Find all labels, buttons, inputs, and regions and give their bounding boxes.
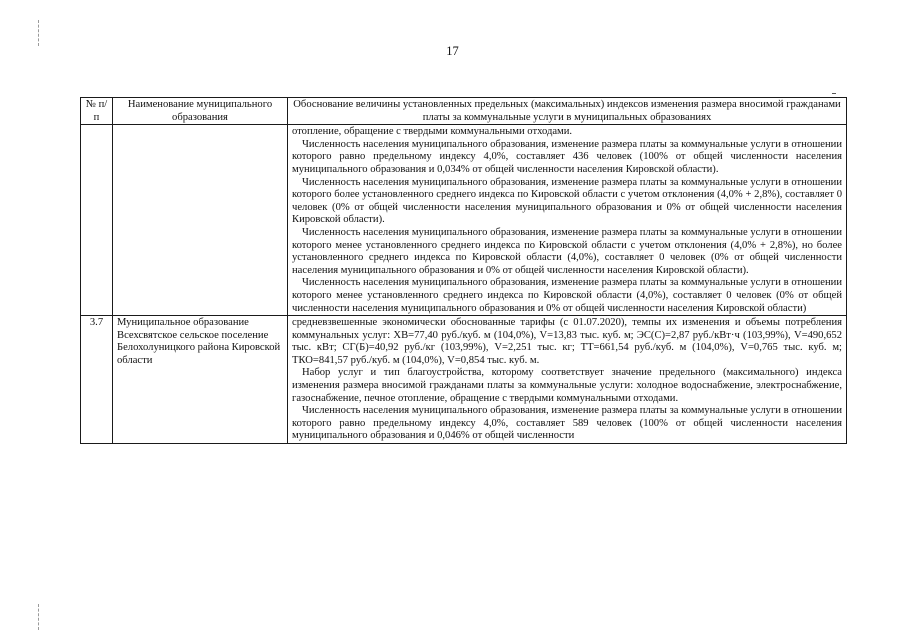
scan-corner-dash — [832, 93, 836, 94]
paragraph: Численность населения муниципального образования, изменение размера платы за коммунальные услуги в отношении которого более установленного среднего индекса по Кировской области с учетом отклонения (4,0% + 2,8%), составляет 0 человек (0% от общей численности населения муниципального образования и 0% от общей численности населения Кировской области). — [292, 176, 842, 226]
paragraph: отопление, обращение с твердыми коммунальными отходами. — [292, 126, 573, 138]
header-num: № п/п — [81, 98, 113, 125]
scan-edge-mark-top — [38, 20, 40, 46]
paragraph: Численность населения муниципального образования, изменение размера платы за коммунальные услуги в отношении которого равно предельному индексу 4,0%, составляет 589 человек (100% от общей численности населения муниципального образования и 0,046% от общей численности — [292, 405, 842, 442]
page-number: 17 — [446, 44, 459, 58]
table-row-3-7 — [81, 316, 847, 444]
continued-name-cell — [113, 125, 288, 316]
tariff-index-table — [80, 97, 847, 444]
paragraph: Численность населения муниципального образования, изменение размера платы за коммунальные услуги в отношении которого равно предельному индексу 4,0%, составляет 436 человек (100% от общей численности населения муниципального образования и 0,034% от общей численности населения Кировской области). — [292, 138, 842, 175]
paragraph: средневзвешенные экономически обоснованные тарифы (с 01.07.2020), темпы их изменения и объемы потребления коммунальных услуг: ХВ=77,40 руб./куб. м (104,0%), V=13,83 тыс. куб. м; ЭС(С)=2,87 руб./кВт·ч (103,99%), V=490,652 тыс. кВт; СГ(Б)=40,92 руб./кг (103,99%), V=2,251 тыс. кг; ТТ=661,54 руб./куб. м (104,0%), V=0,765 тыс. куб. м; ТКО=841,57 руб./куб. м (104,0%), V=0,854 тыс. куб. м. — [292, 317, 842, 366]
table-header-row — [81, 98, 847, 125]
row-number: 3.7 — [81, 316, 113, 444]
paragraph: Численность населения муниципального образования, изменение размера платы за коммунальные услуги в отношении которого менее установленного среднего индекса по Кировской области (4,0%), составляет 0 человек (0% от общей численности населения муниципального образования и 0% от общей численности населения Кировской области) — [292, 277, 842, 314]
scan-edge-mark-bottom — [38, 604, 40, 630]
paragraph: Набор услуг и тип благоустройства, которому соответствует значение предельного (максимального) индекса изменения размера вносимой гражданами платы за коммунальные услуги: холодное водоснабжение, электроснабжение, газоснабжение, печное отопление, обращение с твердыми коммунальными отходами. — [292, 367, 842, 404]
header-basis: Обоснование величины установленных предельных (максимальных) индексов изменения размера вносимой гражданами платы за коммунальные услуги в муниципальных образованиях — [288, 98, 847, 125]
continued-basis-cell — [288, 125, 847, 316]
table-row-continued — [81, 125, 847, 316]
municipality-name: Муниципальное образование Всехсвятское сельское поселение Белохолуницкого района Кировской области — [113, 316, 288, 444]
header-municipality: Наименование муниципального образования — [113, 98, 288, 125]
row-3-7-basis-cell — [288, 316, 847, 444]
paragraph: Численность населения муниципального образования, изменение размера платы за коммунальные услуги в отношении которого менее установленного среднего индекса по Кировской области с учетом отклонения (4,0% + 2,8%), но более установленного среднего индекса по Кировской области (4,0%), составляет 0 человек (0% от общей численности населения муниципального образования и 0% от общей численности населения Кировской области). — [292, 226, 842, 276]
continued-num-cell — [81, 125, 113, 316]
